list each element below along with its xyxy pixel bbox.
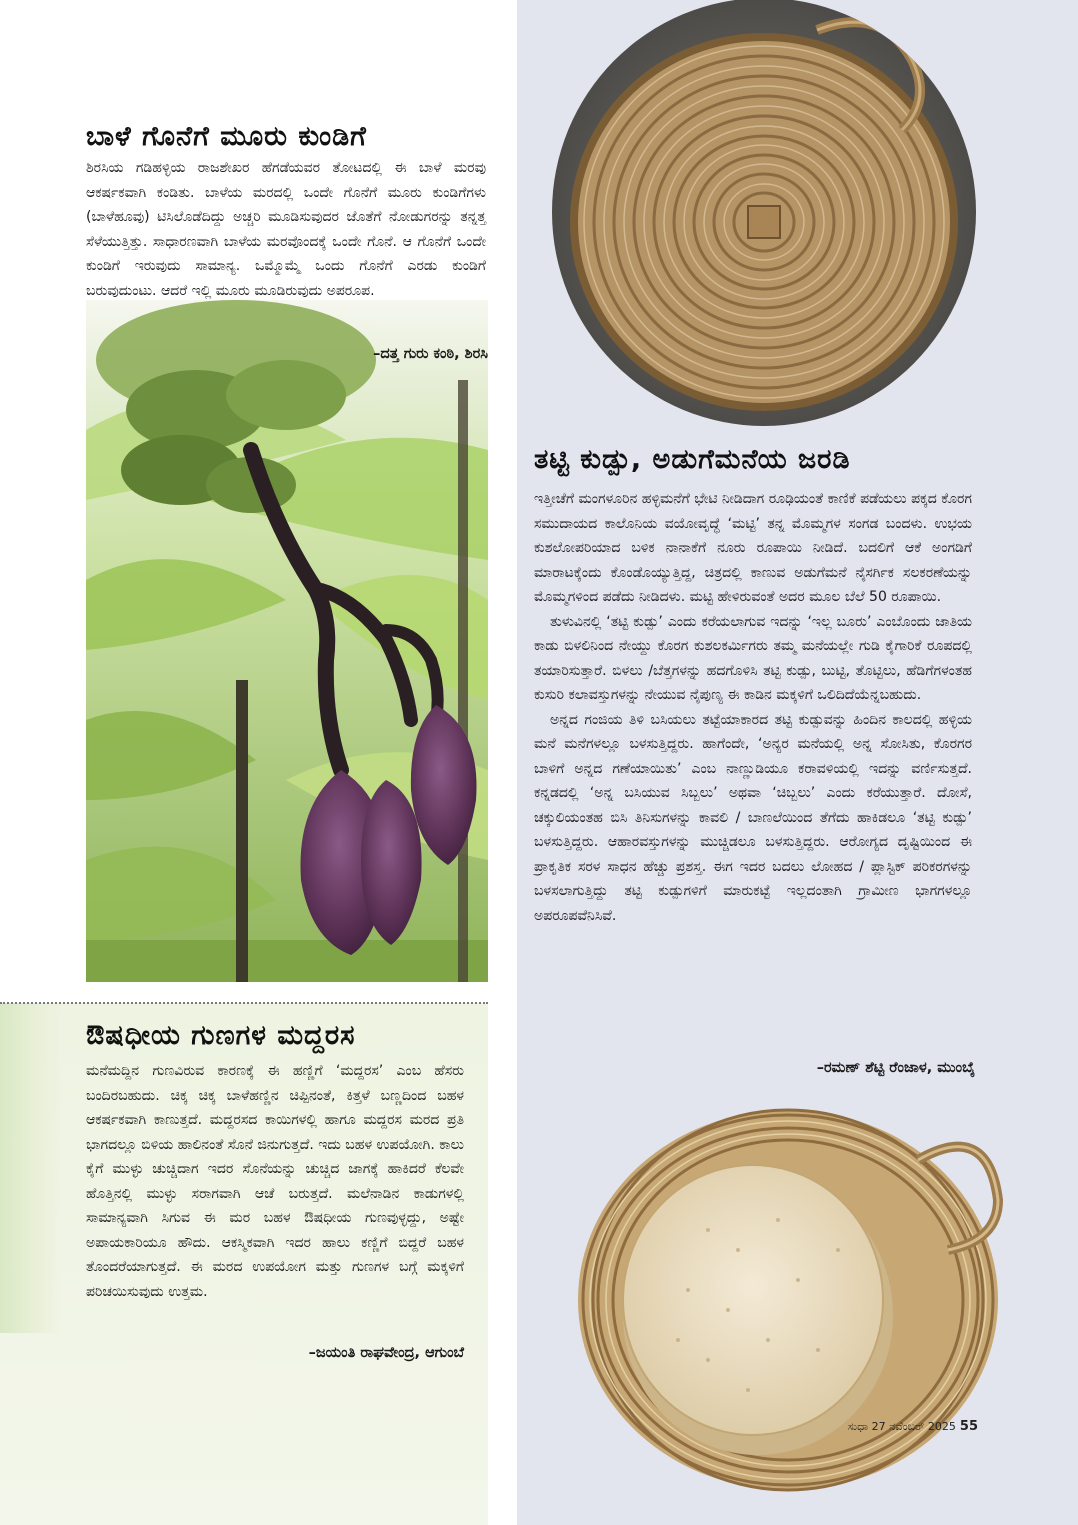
banana-flower-photo xyxy=(86,300,488,982)
article2-title: ಔಷಧೀಯ ಗುಣಗಳ ಮದ್ದರಸ xyxy=(86,1020,356,1051)
section-divider xyxy=(0,1002,488,1004)
leaf-strip-image xyxy=(0,1003,62,1333)
article2-body xyxy=(86,1059,464,1304)
article1-body xyxy=(86,156,486,303)
page-footer xyxy=(808,1419,978,1434)
article1-paragraph: ಶಿರಸಿಯ ಗಡಿಹಳ್ಳಿಯ ರಾಜಶೇಖರ ಹೆಗಡೆಯವರ ತೋಟದಲ್ಲಿ ಈ ಬಾಳೆ ಮರವು ಆಕರ್ಷಕವಾಗಿ ಕಂಡಿತು. ಬಾಳೆಯ ಮರದಲ್ಲಿ ಒಂದೇ ಗೊನೆಗೆ ಮೂರು ಕುಂಡಿಗೆಗಳು (ಬಾಳೆಹೂವು) ಟಿಸಿಲೊಡೆದಿದ್ದು ಅಚ್ಚರಿ ಮೂಡಿಸುವುದರ ಜೊತೆಗೆ ನೋಡುಗರನ್ನು ತನ್ನತ್ತ ಸೆಳೆಯುತ್ತಿತ್ತು. ಸಾಧಾರಣವಾಗಿ ಬಾಳೆಯ ಮರವೊಂದಕ್ಕೆ ಒಂದೇ ಗೊನೆ. ಆ ಗೊನೆಗೆ ಒಂದೇ ಕುಂಡಿಗೆ ಇರುವುದು ಸಾಮಾನ್ಯ. ಒಮ್ಮೊಮ್ಮೆ ಒಂದು ಗೊನೆಗೆ ಎರಡು ಕುಂಡಿಗೆ ಬರುವುದುಂಟು. ಆದರೆ ಇಲ್ಲಿ ಮೂರು ಮೂಡಿರುವುದು ಅಪರೂಪ. xyxy=(86,160,486,299)
article3-paragraph-3: ಅನ್ನದ ಗಂಜಿಯ ತಿಳಿ ಬಸಿಯಲು ತಟ್ಟೆಯಾಕಾರದ ತಟ್ಟಿ ಕುಡ್ಪುವನ್ನು ಹಿಂದಿನ ಕಾಲದಲ್ಲಿ ಹಳ್ಳಿಯ ಮನೆ ಮನೆಗಳಲ್ಲೂ ಬಳಸುತ್ತಿದ್ದರು. ಹಾಗೆಂದೇ, ‘ಅನ್ಯರ ಮನೆಯಲ್ಲಿ ಅನ್ನ ಸೋಸಿತು, ಕೊರಗರ ಬಾಳಿಗೆ ಅನ್ನದ ಗಣೆಯಾಯಿತು’ ಎಂಬ ನಾಣ್ಣುಡಿಯೂ ಕರಾವಳಿಯಲ್ಲಿ ಇದನ್ನು ವರ್ಣಿಸುತ್ತದೆ. ಕನ್ನಡದಲ್ಲಿ ‘ಅನ್ನ ಬಸಿಯುವ ಸಿಬ್ಬಲು’ ಅಥವಾ ‘ಚಿಬ್ಬಲು’ ಎಂದು ಕರೆಯುತ್ತಾರೆ. ದೋಸೆ, ಚಕ್ಕುಲಿಯಂತಹ ಬಿಸಿ ತಿನಿಸುಗಳನ್ನು ಕಾವಲಿ / ಬಾಣಲೆಯಿಂದ ತೆಗೆದು ಹಾಕಿಡಲೂ ‘ತಟ್ಟಿ ಕುಡ್ಪು’ ಬಳಸುತ್ತಿದ್ದರು. ಆಹಾರವಸ್ತುಗಳನ್ನು ಮುಚ್ಚಿಡಲೂ ಬಳಸುತ್ತಿದ್ದರು. ಆರೋಗ್ಯದ ದೃಷ್ಟಿಯಿಂದ ಈ ಪ್ರಾಕೃತಿಕ ಸರಳ ಸಾಧನ ಹೆಚ್ಚು ಪ್ರಶಸ್ತ. ಈಗ ಇದರ ಬದಲು ಲೋಹದ / ಪ್ಲಾಸ್ಟಿಕ್ ಪರಿಕರಗಳನ್ನು ಬಳಸಲಾಗುತ್ತಿದ್ದು ತಟ್ಟಿ ಕುಡ್ಪುಗಳಿಗೆ ಮಾರುಕಟ್ಟೆ ಇಲ್ಲದಂತಾಗಿ ಗ್ರಾಮೀಣ ಭಾಗಗಳಲ್ಲೂ ಅಪರೂಪವೆನಿಸಿವೆ. xyxy=(534,711,972,924)
article1-title: ಬಾಳೆ ಗೊನೆಗೆ ಮೂರು ಕುಂಡಿಗೆ xyxy=(86,121,367,152)
article2-paragraph: ಮನೆಮದ್ದಿನ ಗುಣವಿರುವ ಕಾರಣಕ್ಕೆ ಈ ಹಣ್ಣಿಗೆ ‘ಮದ್ದರಸ’ ಎಂಬ ಹೆಸರು ಬಂದಿರಬಹುದು. ಚಿಕ್ಕ ಚಿಕ್ಕ ಬಾಳೆಹಣ್ಣಿನ ಚಿಪ್ಪಿನಂತೆ, ಕಿತ್ತಳೆ ಬಣ್ಣದಿಂದ ಬಹಳ ಆಕರ್ಷಕವಾಗಿ ಕಾಣುತ್ತದೆ. ಮದ್ದರಸದ ಕಾಯಿಗಳಲ್ಲಿ ಹಾಗೂ ಮದ್ದರಸ ಮರದ ಪ್ರತಿ ಭಾಗದಲ್ಲೂ ಬಿಳಿಯ ಹಾಲಿನಂತೆ ಸೊನೆ ಜಿನುಗುತ್ತದೆ. ಇದು ಬಹಳ ಉಪಯೋಗಿ. ಕಾಲು ಕೈಗೆ ಮುಳ್ಳು ಚುಚ್ಚಿದಾಗ ಇದರ ಸೊನೆಯನ್ನು ಚುಚ್ಚಿದ ಜಾಗಕ್ಕೆ ಹಾಕಿದರೆ ಕೆಲವೇ ಹೊತ್ತಿನಲ್ಲಿ ಮುಳ್ಳು ಸರಾಗವಾಗಿ ಆಚೆ ಬರುತ್ತದೆ. ಮಲೆನಾಡಿನ ಕಾಡುಗಳಲ್ಲಿ ಸಾಮಾನ್ಯವಾಗಿ ಸಿಗುವ ಈ ಮರ ಬಹಳ ಔಷಧೀಯ ಗುಣವುಳ್ಳದ್ದು, ಅಷ್ಟೇ ಅಪಾಯಕಾರಿಯೂ ಹೌದು. ಆಕಸ್ಮಿಕವಾಗಿ ಇದರ ಹಾಲು ಕಣ್ಣಿಗೆ ಬಿದ್ದರೆ ಬಹಳ ತೊಂದರೆಯಾಗುತ್ತದೆ. ಈ ಮರದ ಉಪಯೋಗ ಮತ್ತು ಗುಣಗಳ ಬಗ್ಗೆ ಮಕ್ಕಳಿಗೆ ಪರಿಚಯಿಸುವುದು ಉತ್ತಮ. xyxy=(86,1063,464,1300)
article2-byline: –ಜಯಂತಿ ರಾಘವೇಂದ್ರ, ಆಗುಂಬೆ xyxy=(308,1345,464,1361)
article3-title: ತಟ್ಟಿ ಕುಡ್ಪು, ಅಡುಗೆಮನೆಯ ಜರಡಿ xyxy=(534,444,851,475)
article3-body xyxy=(534,487,972,928)
woven-basket-photo xyxy=(552,0,977,428)
article1-byline: –ದತ್ತ ಗುರು ಕಂಠಿ, ಶಿರಸಿ xyxy=(373,346,488,362)
article3-byline: –ರಮಣ್ ಶೆಟ್ಟಿ ರೆಂಜಾಳ, ಮುಂಬೈ xyxy=(816,1060,975,1076)
issue-date: ಸುಧಾ 27 ನವೆಂಬರ್ 2025 xyxy=(847,1420,956,1433)
article3-paragraph-2: ತುಳುವಿನಲ್ಲಿ ‘ತಟ್ಟಿ ಕುಡ್ಪು’ ಎಂದು ಕರೆಯಲಾಗುವ ಇದನ್ನು ‘ಇಲ್ಲ ಬೂರು’ ಎಂಬೊಂದು ಜಾತಿಯ ಕಾಡು ಬಿಳಲಿನಿಂದ ನೇಯ್ದು ಕೊರಗ ಕುಶಲಕರ್ಮಿಗರು ತಮ್ಮ ಮನೆಯಲ್ಲೇ ಗುಡಿ ಕೈಗಾರಿಕೆ ರೂಪದಲ್ಲಿ ತಯಾರಿಸುತ್ತಾರೆ. ಬಿಳಲು /ಬೆತ್ತಗಳನ್ನು ಹದಗೊಳಿಸಿ ತಟ್ಟಿ ಕುಡ್ಪು, ಬುಟ್ಟಿ, ತೊಟ್ಟಿಲು, ಹೆಡಿಗೆಗಳಂತಹ ಕುಸುರಿ ಕಲಾವಸ್ತುಗಳನ್ನು ನೇಯುವ ನೈಪುಣ್ಯ ಈ ಕಾಡಿನ ಮಕ್ಕಳಿಗೆ ಒಲಿದಿದೆಯೆನ್ನಬಹುದು. xyxy=(534,613,972,703)
basket-with-dosa-photo xyxy=(568,1100,1008,1520)
article3-paragraph-1: ಇತ್ತೀಚೆಗೆ ಮಂಗಳೂರಿನ ಹಳ್ಳಿಮನೆಗೆ ಭೇಟಿ ನೀಡಿದಾಗ ರೂಢಿಯಂತೆ ಕಾಣಿಕೆ ಪಡೆಯಲು ಪಕ್ಕದ ಕೊರಗ ಸಮುದಾಯದ ಕಾಲೊನಿಯ ವಯೋವೃದ್ಧೆ ‘ಮಟ್ಟಿ’ ತನ್ನ ಮೊಮ್ಮಗಳ ಸಂಗಡ ಬಂದಳು. ಉಭಯ ಕುಶಲೋಪರಿಯಾದ ಬಳಿಕ ನಾನಾಕೆಗೆ ನೂರು ರೂಪಾಯಿ ನೀಡಿದೆ. ಬದಲಿಗೆ ಆಕೆ ಅಂಗಡಿಗೆ ಮಾರಾಟಕ್ಕೆಂದು ಕೊಂಡೊಯ್ಯುತ್ತಿದ್ದ, ಚಿತ್ರದಲ್ಲಿ ಕಾಣುವ ಅಡುಗೆಮನೆ ನೈಸರ್ಗಿಕ ಸಲಕರಣೆಯನ್ನು ಮೊಮ್ಮಗಳಿಂದ ಪಡೆದು ನೀಡಿದಳು. ಮಟ್ಟಿ ಹೇಳಿರುವಂತೆ ಅದರ ಮೂಲ ಬೆಲೆ 50 ರೂಪಾಯಿ. xyxy=(534,491,972,605)
page-number: 55 xyxy=(959,1419,978,1434)
